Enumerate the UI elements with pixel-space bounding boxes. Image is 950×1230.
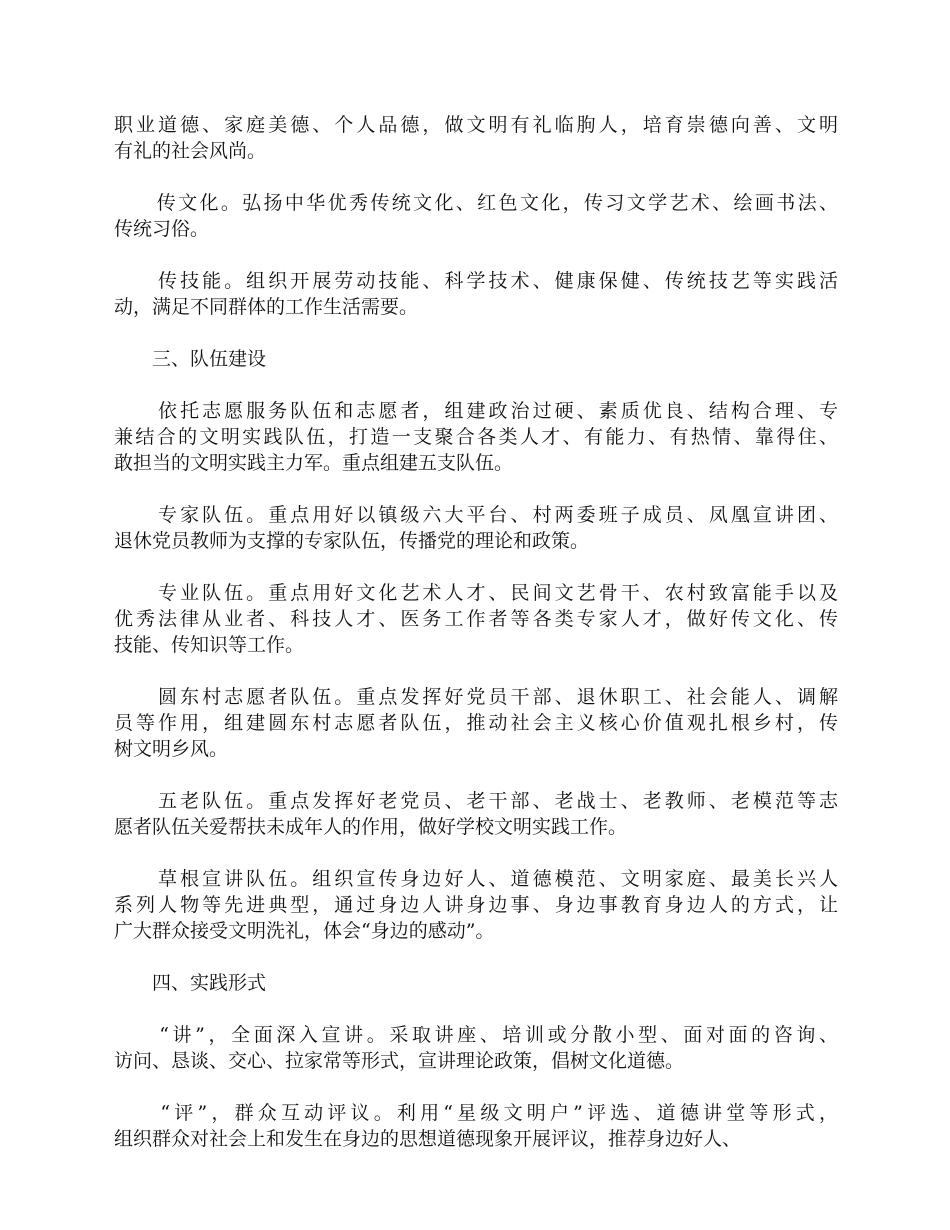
section-heading	[114, 346, 838, 372]
text-line: 专家队伍。重点用好以镇级六大平台、村两委班子成员、凤凰宣讲团、	[114, 504, 838, 526]
text-line: 兼结合的文明实践队伍，打造一支聚合各类人才、有能力、有热情、靠得住、	[114, 426, 838, 448]
text-line: 草根宣讲队伍。组织宣传身边好人、道德模范、文明家庭、最美长兴人	[114, 868, 838, 890]
paragraph	[114, 1100, 838, 1152]
text-line: 系列人物等先进典型，通过身边人讲身边事、身边事教育身边人的方式，让	[114, 894, 838, 916]
text-line: 三、队伍建设	[114, 348, 267, 370]
text-line: 敢担当的文明实践主力军。重点组建五支队伍。	[114, 452, 514, 474]
paragraph	[114, 788, 838, 840]
text-line: 专业队伍。重点用好文化艺术人才、民间文艺骨干、农村致富能手以及	[114, 582, 838, 604]
paragraph	[114, 502, 838, 554]
text-line: 访问、恳谈、交心、拉家常等形式，宣讲理论政策，倡树文化道德。	[114, 1050, 685, 1072]
paragraph	[114, 866, 838, 944]
text-line: 传文化。弘扬中华优秀传统文化、红色文化，传习文学艺术、绘画书法、	[114, 192, 838, 214]
text-line: 优秀法律从业者、科技人才、医务工作者等各类专家人才，做好传文化、传	[114, 608, 838, 630]
text-line: 五老队伍。重点发挥好老党员、老干部、老战士、老教师、老模范等志	[114, 790, 838, 812]
text-line: 树文明乡风。	[114, 738, 229, 760]
text-line: 组织群众对社会上和发生在身边的思想道德现象开展评议，推荐身边好人、	[114, 1128, 742, 1150]
text-line: 依托志愿服务队伍和志愿者，组建政治过硬、素质优良、结构合理、专	[114, 400, 838, 422]
text-line: 四、实践形式	[114, 972, 267, 994]
document-body	[114, 112, 838, 1178]
text-line: 动，满足不同群体的工作生活需要。	[114, 296, 419, 318]
paragraph	[114, 580, 838, 658]
text-line: “评”，群众互动评议。利用“星级文明户”评选、道德讲堂等形式，	[114, 1102, 838, 1124]
text-line: 职业道德、家庭美德、个人品德，做文明有礼临朐人，培育崇德向善、文明	[114, 114, 838, 136]
text-line: 传技能。组织开展劳动技能、科学技术、健康保健、传统技艺等实践活	[114, 270, 838, 292]
paragraph	[114, 1022, 838, 1074]
text-line: 圆东村志愿者队伍。重点发挥好党员干部、退休职工、社会能人、调解	[114, 686, 838, 708]
text-line: 员等作用，组建圆东村志愿者队伍，推动社会主义核心价值观扎根乡村，传	[114, 712, 838, 734]
text-line: 技能、传知识等工作。	[114, 634, 305, 656]
text-line: 退休党员教师为支撑的专家队伍，传播党的理论和政策。	[114, 530, 590, 552]
paragraph	[114, 112, 838, 164]
paragraph	[114, 398, 838, 476]
text-line: 愿者队伍关爱帮扶未成年人的作用，做好学校文明实践工作。	[114, 816, 628, 838]
text-line: 传统习俗。	[114, 218, 210, 240]
paragraph	[114, 684, 838, 762]
text-line: 广大群众接受文明洗礼，体会“身边的感动”。	[114, 920, 495, 942]
text-line: 有礼的社会风尚。	[114, 140, 267, 162]
paragraph	[114, 190, 838, 242]
paragraph	[114, 268, 838, 320]
text-line: “讲”，全面深入宣讲。采取讲座、培训或分散小型、面对面的咨询、	[114, 1024, 838, 1046]
section-heading	[114, 970, 838, 996]
